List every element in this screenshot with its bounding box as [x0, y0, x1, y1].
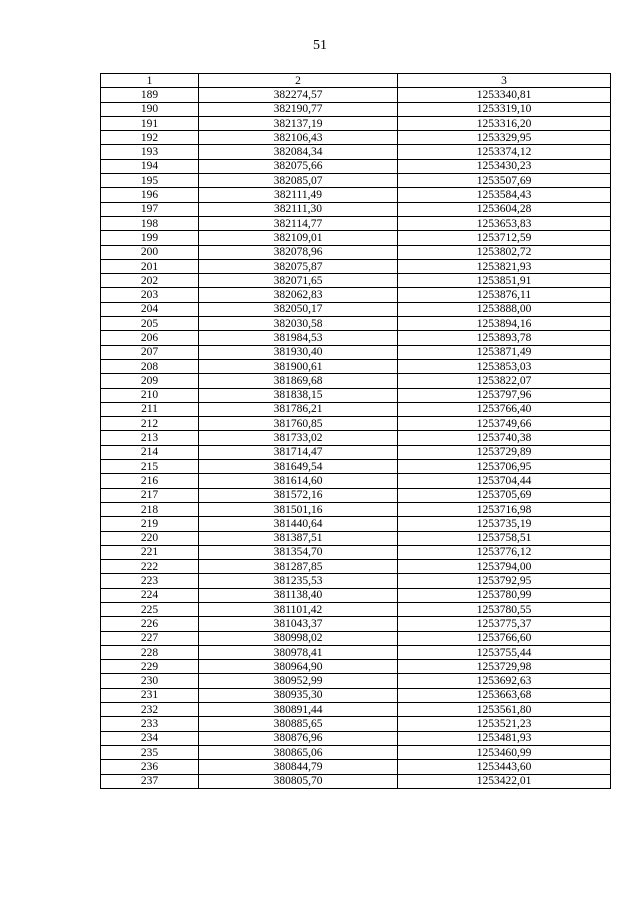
table-row	[101, 374, 611, 388]
x-coordinate-cell: 381287,85	[199, 560, 398, 574]
x-coordinate-cell: 381900,61	[199, 359, 398, 373]
point-number-cell: 235	[101, 745, 199, 759]
point-number-cell: 223	[101, 574, 199, 588]
table-row	[101, 174, 611, 188]
y-coordinate-cell: 1253319,10	[398, 102, 611, 116]
table-row	[101, 602, 611, 616]
y-coordinate-cell: 1253561,80	[398, 703, 611, 717]
y-coordinate-cell: 1253766,40	[398, 402, 611, 416]
y-coordinate-cell: 1253443,60	[398, 760, 611, 774]
point-number-cell: 203	[101, 288, 199, 302]
x-coordinate-cell: 381235,53	[199, 574, 398, 588]
x-coordinate-cell: 381649,54	[199, 460, 398, 474]
x-coordinate-cell: 381930,40	[199, 345, 398, 359]
y-coordinate-cell: 1253876,11	[398, 288, 611, 302]
y-coordinate-cell: 1253749,66	[398, 417, 611, 431]
y-coordinate-cell: 1253776,12	[398, 545, 611, 559]
point-number-cell: 209	[101, 374, 199, 388]
y-coordinate-cell: 1253797,96	[398, 388, 611, 402]
x-coordinate-cell: 380891,44	[199, 703, 398, 717]
y-coordinate-cell: 1253822,07	[398, 374, 611, 388]
point-number-cell: 232	[101, 703, 199, 717]
point-number-cell: 221	[101, 545, 199, 559]
point-number-cell: 196	[101, 188, 199, 202]
point-number-cell: 229	[101, 660, 199, 674]
table-row	[101, 388, 611, 402]
y-coordinate-cell: 1253780,99	[398, 588, 611, 602]
y-coordinate-cell: 1253893,78	[398, 331, 611, 345]
y-coordinate-cell: 1253507,69	[398, 174, 611, 188]
table-row	[101, 259, 611, 273]
table-row	[101, 445, 611, 459]
y-coordinate-cell: 1253853,03	[398, 359, 611, 373]
x-coordinate-cell: 380865,06	[199, 745, 398, 759]
y-coordinate-cell: 1253460,99	[398, 745, 611, 759]
table-row	[101, 517, 611, 531]
table-row	[101, 760, 611, 774]
table-row	[101, 359, 611, 373]
table-row	[101, 302, 611, 316]
x-coordinate-cell: 381138,40	[199, 588, 398, 602]
table-row	[101, 402, 611, 416]
table-row	[101, 660, 611, 674]
y-coordinate-cell: 1253316,20	[398, 116, 611, 130]
point-number-cell: 211	[101, 402, 199, 416]
x-coordinate-cell: 381733,02	[199, 431, 398, 445]
table-row	[101, 231, 611, 245]
table-row	[101, 317, 611, 331]
coordinates-table	[100, 73, 611, 789]
table-row	[101, 417, 611, 431]
y-coordinate-cell: 1253794,00	[398, 560, 611, 574]
y-coordinate-cell: 1253821,93	[398, 259, 611, 273]
y-coordinate-cell: 1253758,51	[398, 531, 611, 545]
y-coordinate-cell: 1253716,98	[398, 502, 611, 516]
point-number-cell: 214	[101, 445, 199, 459]
point-number-cell: 212	[101, 417, 199, 431]
x-coordinate-cell: 382078,96	[199, 245, 398, 259]
y-coordinate-cell: 1253604,28	[398, 202, 611, 216]
y-coordinate-cell: 1253871,49	[398, 345, 611, 359]
point-number-cell: 207	[101, 345, 199, 359]
x-coordinate-cell: 380964,90	[199, 660, 398, 674]
point-number-cell: 222	[101, 560, 199, 574]
point-number-cell: 215	[101, 460, 199, 474]
y-coordinate-cell: 1253653,83	[398, 216, 611, 230]
x-coordinate-cell: 382075,66	[199, 159, 398, 173]
y-coordinate-cell: 1253729,89	[398, 445, 611, 459]
y-coordinate-cell: 1253712,59	[398, 231, 611, 245]
x-coordinate-cell: 381387,51	[199, 531, 398, 545]
point-number-cell: 213	[101, 431, 199, 445]
x-coordinate-cell: 382030,58	[199, 317, 398, 331]
x-coordinate-cell: 382109,01	[199, 231, 398, 245]
point-number-cell: 234	[101, 731, 199, 745]
point-number-cell: 199	[101, 231, 199, 245]
point-number-cell: 198	[101, 216, 199, 230]
table-row	[101, 460, 611, 474]
point-number-cell: 236	[101, 760, 199, 774]
x-coordinate-cell: 382106,43	[199, 131, 398, 145]
column-header-3: 3	[398, 74, 611, 88]
x-coordinate-cell: 381354,70	[199, 545, 398, 559]
y-coordinate-cell: 1253888,00	[398, 302, 611, 316]
table-row	[101, 216, 611, 230]
table-row	[101, 688, 611, 702]
x-coordinate-cell: 380998,02	[199, 631, 398, 645]
x-coordinate-cell: 380935,30	[199, 688, 398, 702]
y-coordinate-cell: 1253422,01	[398, 774, 611, 788]
table-row	[101, 159, 611, 173]
table-row	[101, 703, 611, 717]
x-coordinate-cell: 382111,49	[199, 188, 398, 202]
y-coordinate-cell: 1253802,72	[398, 245, 611, 259]
x-coordinate-cell: 381786,21	[199, 402, 398, 416]
point-number-cell: 225	[101, 602, 199, 616]
point-number-cell: 206	[101, 331, 199, 345]
point-number-cell: 231	[101, 688, 199, 702]
y-coordinate-cell: 1253775,37	[398, 617, 611, 631]
y-coordinate-cell: 1253481,93	[398, 731, 611, 745]
table-row	[101, 131, 611, 145]
x-coordinate-cell: 382071,65	[199, 274, 398, 288]
table-row	[101, 774, 611, 788]
x-coordinate-cell: 382062,83	[199, 288, 398, 302]
table-row	[101, 145, 611, 159]
x-coordinate-cell: 380978,41	[199, 645, 398, 659]
y-coordinate-cell: 1253329,95	[398, 131, 611, 145]
table-row	[101, 188, 611, 202]
x-coordinate-cell: 382085,07	[199, 174, 398, 188]
x-coordinate-cell: 382050,17	[199, 302, 398, 316]
x-coordinate-cell: 381043,37	[199, 617, 398, 631]
y-coordinate-cell: 1253894,16	[398, 317, 611, 331]
y-coordinate-cell: 1253729,98	[398, 660, 611, 674]
point-number-cell: 216	[101, 474, 199, 488]
column-header-1: 1	[101, 74, 199, 88]
y-coordinate-cell: 1253663,68	[398, 688, 611, 702]
table-row	[101, 331, 611, 345]
y-coordinate-cell: 1253740,38	[398, 431, 611, 445]
table-row	[101, 116, 611, 130]
point-number-cell: 230	[101, 674, 199, 688]
point-number-cell: 217	[101, 488, 199, 502]
point-number-cell: 228	[101, 645, 199, 659]
x-coordinate-cell: 380885,65	[199, 717, 398, 731]
header-row	[101, 74, 611, 88]
x-coordinate-cell: 381440,64	[199, 517, 398, 531]
point-number-cell: 226	[101, 617, 199, 631]
x-coordinate-cell: 381984,53	[199, 331, 398, 345]
x-coordinate-cell: 381614,60	[199, 474, 398, 488]
point-number-cell: 204	[101, 302, 199, 316]
y-coordinate-cell: 1253584,43	[398, 188, 611, 202]
point-number-cell: 205	[101, 317, 199, 331]
y-coordinate-cell: 1253692,63	[398, 674, 611, 688]
y-coordinate-cell: 1253792,95	[398, 574, 611, 588]
table-row	[101, 617, 611, 631]
x-coordinate-cell: 381838,15	[199, 388, 398, 402]
point-number-cell: 193	[101, 145, 199, 159]
y-coordinate-cell: 1253735,19	[398, 517, 611, 531]
x-coordinate-cell: 381101,42	[199, 602, 398, 616]
point-number-cell: 194	[101, 159, 199, 173]
point-number-cell: 237	[101, 774, 199, 788]
point-number-cell: 192	[101, 131, 199, 145]
y-coordinate-cell: 1253755,44	[398, 645, 611, 659]
table-row	[101, 502, 611, 516]
y-coordinate-cell: 1253705,69	[398, 488, 611, 502]
x-coordinate-cell: 380876,96	[199, 731, 398, 745]
point-number-cell: 195	[101, 174, 199, 188]
y-coordinate-cell: 1253374,12	[398, 145, 611, 159]
table-row	[101, 88, 611, 102]
table-row	[101, 631, 611, 645]
table-row	[101, 588, 611, 602]
point-number-cell: 208	[101, 359, 199, 373]
point-number-cell: 189	[101, 88, 199, 102]
x-coordinate-cell: 381572,16	[199, 488, 398, 502]
y-coordinate-cell: 1253704,44	[398, 474, 611, 488]
x-coordinate-cell: 382111,30	[199, 202, 398, 216]
point-number-cell: 190	[101, 102, 199, 116]
x-coordinate-cell: 382114,77	[199, 216, 398, 230]
x-coordinate-cell: 382274,57	[199, 88, 398, 102]
table-row	[101, 288, 611, 302]
table-row	[101, 274, 611, 288]
y-coordinate-cell: 1253780,55	[398, 602, 611, 616]
table-row	[101, 531, 611, 545]
x-coordinate-cell: 382137,19	[199, 116, 398, 130]
y-coordinate-cell: 1253766,60	[398, 631, 611, 645]
table-row	[101, 102, 611, 116]
y-coordinate-cell: 1253706,95	[398, 460, 611, 474]
y-coordinate-cell: 1253521,23	[398, 717, 611, 731]
x-coordinate-cell: 381760,85	[199, 417, 398, 431]
point-number-cell: 224	[101, 588, 199, 602]
table-header	[101, 74, 611, 88]
page-number: 51	[313, 38, 327, 53]
table-row	[101, 431, 611, 445]
table-row	[101, 717, 611, 731]
x-coordinate-cell: 380844,79	[199, 760, 398, 774]
x-coordinate-cell: 381714,47	[199, 445, 398, 459]
table-row	[101, 345, 611, 359]
point-number-cell: 197	[101, 202, 199, 216]
point-number-cell: 200	[101, 245, 199, 259]
table-row	[101, 574, 611, 588]
table-body	[101, 88, 611, 789]
point-number-cell: 202	[101, 274, 199, 288]
table-row	[101, 745, 611, 759]
table-row	[101, 488, 611, 502]
point-number-cell: 220	[101, 531, 199, 545]
table-row	[101, 545, 611, 559]
table-row	[101, 474, 611, 488]
y-coordinate-cell: 1253851,91	[398, 274, 611, 288]
x-coordinate-cell: 382190,77	[199, 102, 398, 116]
x-coordinate-cell: 382084,34	[199, 145, 398, 159]
table-row	[101, 560, 611, 574]
point-number-cell: 218	[101, 502, 199, 516]
point-number-cell: 201	[101, 259, 199, 273]
table-row	[101, 645, 611, 659]
x-coordinate-cell: 381501,16	[199, 502, 398, 516]
y-coordinate-cell: 1253430,23	[398, 159, 611, 173]
point-number-cell: 210	[101, 388, 199, 402]
table-row	[101, 202, 611, 216]
point-number-cell: 227	[101, 631, 199, 645]
point-number-cell: 233	[101, 717, 199, 731]
x-coordinate-cell: 381869,68	[199, 374, 398, 388]
point-number-cell: 191	[101, 116, 199, 130]
y-coordinate-cell: 1253340,81	[398, 88, 611, 102]
table-row	[101, 674, 611, 688]
column-header-2: 2	[199, 74, 398, 88]
x-coordinate-cell: 380952,99	[199, 674, 398, 688]
point-number-cell: 219	[101, 517, 199, 531]
table-row	[101, 245, 611, 259]
table-row	[101, 731, 611, 745]
x-coordinate-cell: 382075,87	[199, 259, 398, 273]
x-coordinate-cell: 380805,70	[199, 774, 398, 788]
